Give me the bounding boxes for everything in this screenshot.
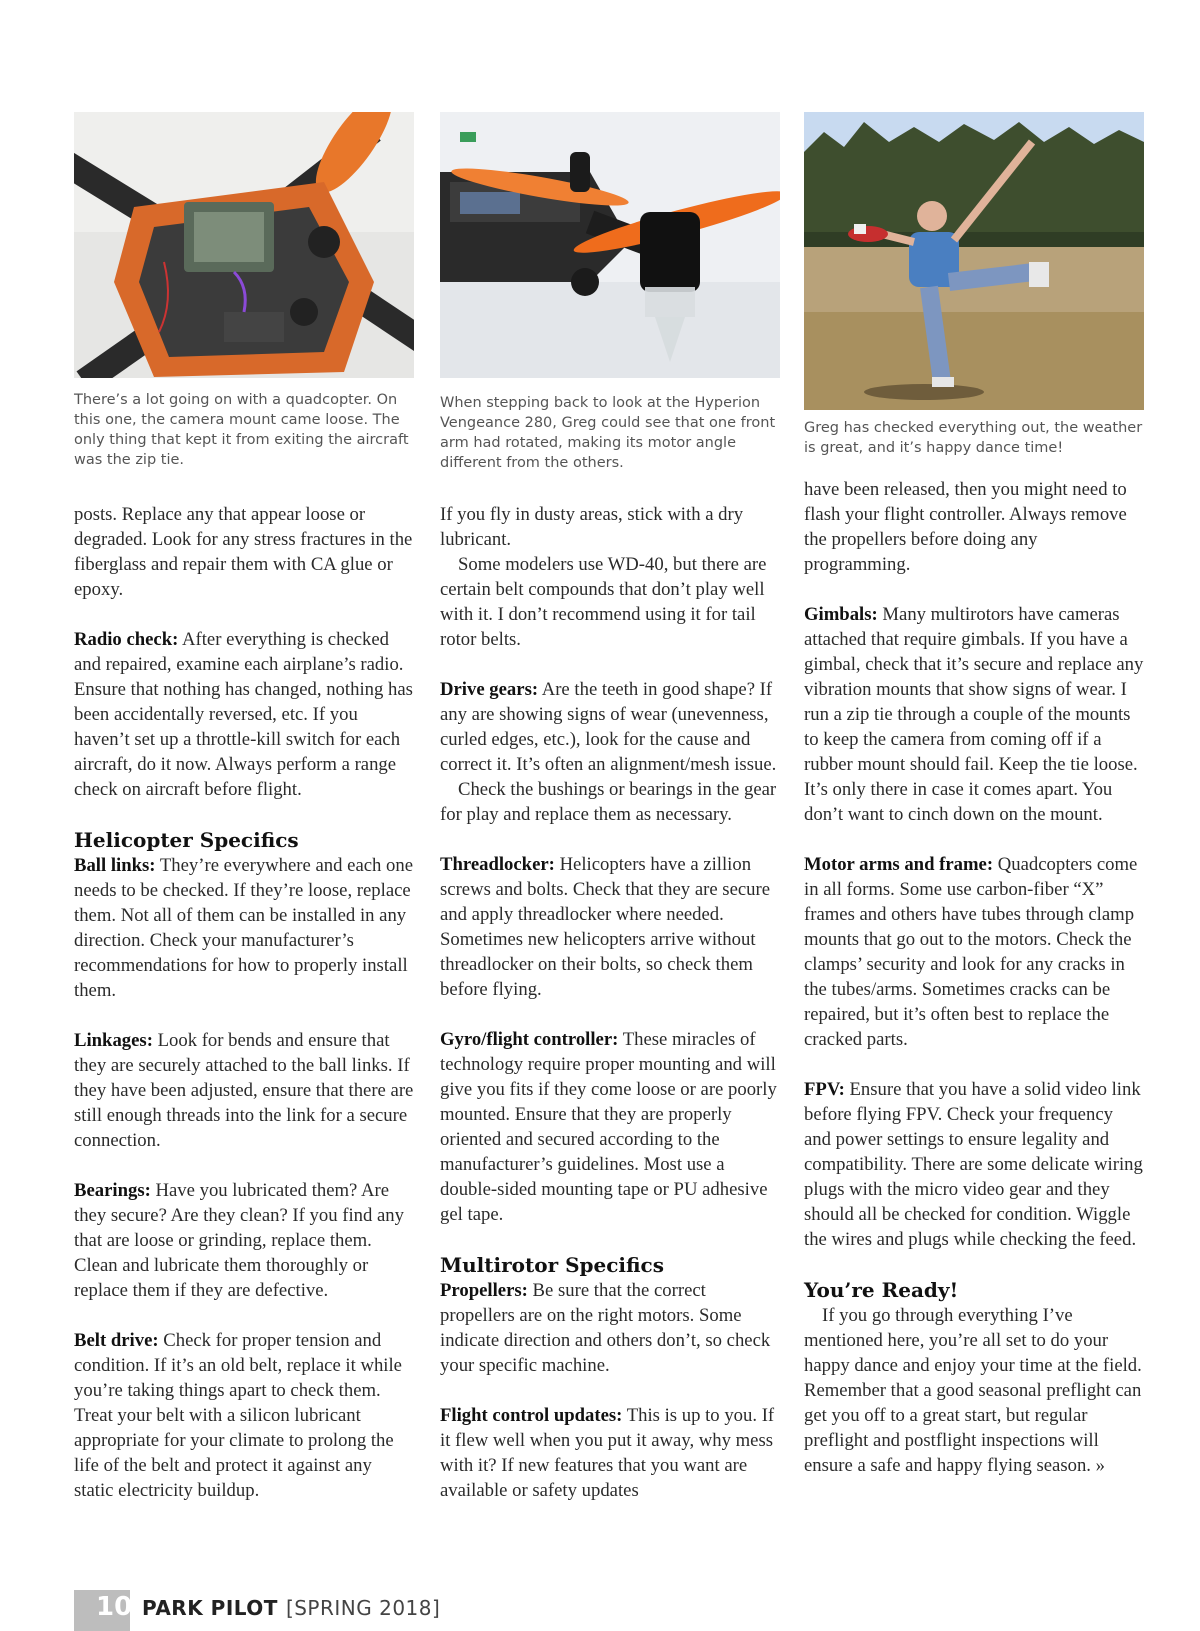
photo-caption-3: Greg has checked everything out, the weather is great, and it’s happy dance time! xyxy=(804,420,1143,456)
flash-controller-paragraph: have been released, then you might need to flash your flight controller. Always remove the propellers before doing any programming. xyxy=(804,479,1127,575)
wd40-paragraph: Some modelers use WD-40, but there are certain belt compounds that don’t play well with it. I don’t recommend using it for tail rotor belts. xyxy=(440,554,767,650)
photo-caption-1: There’s a lot going on with a quadcopter. On this one, the camera mount came loose. The only thing that kept it from exiting the aircraft was the zip tie. xyxy=(74,392,409,468)
gyro-text: These miracles of technology require proper mounting and will give you fits if they come loose or are poorly mounted. Ensure that they are properly oriented and secured according to the manufacturer’s guidelines. Most use a double-sided mounting tape or PU adhesive gel tape. xyxy=(440,1029,777,1225)
ball-links-text: They’re everywhere and each one needs to be checked. If they’re loose, replace them. Not all of them can be installed in any direction. Check your manufacturer’s recommendations for how to properly install them. xyxy=(74,855,414,1001)
photo-caption-2: When stepping back to look at the Hyperion Vengeance 280, Greg could see that one front arm had rotated, making its motor angle different from the others. xyxy=(440,395,776,471)
linkages-lead: Linkages: xyxy=(74,1030,153,1051)
fpv-text: Ensure that you have a solid video link before flying FPV. Check your frequency and power settings to ensure legality and compatibility. There are some delicate wiring plugs with the micro video gear and they should all be checked for condition. Wiggle the wires and plugs while checking the feed. xyxy=(804,1079,1143,1250)
drive-gears-lead: Drive gears: xyxy=(440,679,539,700)
col1-intro-paragraph: posts. Replace any that appear loose or degraded. Look for any stress fractures in the fiberglass and repair them with CA glue or epoxy. xyxy=(74,504,413,600)
belt-drive-lead: Belt drive: xyxy=(74,1330,159,1351)
youre-ready-paragraph: If you go through everything I’ve mentioned here, you’re all set to do your happy dance and enjoy your time at the field. Remember that a good seasonal preflight can get you off to a great start, but regular preflight and postflight inspections will ensure a safe and happy flying season. » xyxy=(804,1305,1142,1476)
flight-control-paragraph xyxy=(440,1403,780,1503)
dry-lubricant-paragraph: If you fly in dusty areas, stick with a dry lubricant. xyxy=(440,504,744,550)
article-column-1 xyxy=(74,502,414,1503)
youre-ready-heading: You’re Ready! xyxy=(804,1278,959,1302)
gyro-lead: Gyro/flight controller: xyxy=(440,1029,619,1050)
bearings-lead: Bearings: xyxy=(74,1180,151,1201)
bushings-paragraph: Check the bushings or bearings in the gear for play and replace them as necessary. xyxy=(440,779,777,825)
article-column-2 xyxy=(440,502,780,1503)
bearings-paragraph xyxy=(74,1178,414,1303)
magazine-name: PARK PILOT xyxy=(142,1596,278,1620)
motor-arms-lead: Motor arms and frame: xyxy=(804,854,994,875)
threadlocker-lead: Threadlocker: xyxy=(440,854,555,875)
flight-control-lead: Flight control updates: xyxy=(440,1405,623,1426)
belt-drive-text: Check for proper tension and condition. If it’s an old belt, replace it while you’re taking things apart to check them. Treat your belt with a silicon lubricant appropriate for your climate to prolong the life of the belt and protect it against any static electricity buildup. xyxy=(74,1330,402,1501)
threadlocker-paragraph xyxy=(440,852,780,1002)
propellers-text: Be sure that the correct propellers are on the right motors. Some indicate direction and others don’t, so check your specific machine. xyxy=(440,1280,771,1376)
radio-check-lead: Radio check: xyxy=(74,629,179,650)
motor-arms-paragraph xyxy=(804,852,1144,1052)
gyro-paragraph xyxy=(440,1027,780,1227)
motor-arms-text: Quadcopters come in all forms. Some use carbon-fiber “X” frames and others have tubes through clamp mounts that go out to the motors. Check the clamps’ security and look for any cracks in the tubes/arms. Sometimes cracks can be repaired, but it’s often best to replace the cracked parts. xyxy=(804,854,1138,1050)
multirotor-specifics-heading: Multirotor Specifics xyxy=(440,1253,664,1277)
linkages-paragraph xyxy=(74,1028,414,1153)
drive-gears-paragraph xyxy=(440,677,780,777)
page-number: 10 xyxy=(96,1592,133,1622)
magazine-folio xyxy=(142,1595,440,1621)
belt-drive-paragraph xyxy=(74,1328,414,1503)
gimbals-paragraph xyxy=(804,602,1144,827)
threadlocker-text: Helicopters have a zillion screws and bolts. Check that they are secure and apply threadlocker where needed. Sometimes new helicopters arrive without threadlocker on their bolts, so check them before flying. xyxy=(440,854,771,1000)
gimbals-text: Many multirotors have cameras attached that require gimbals. If you have a gimbal, check that it’s secure and replace any vibration mounts that show signs of wear. I run a zip tie through a couple of the mounts to keep the camera from coming off if a rubber mount should fail. Keep the tie loose. It’s only there in case it comes apart. You don’t want to cinch down on the mount. xyxy=(804,604,1144,825)
propellers-paragraph xyxy=(440,1278,780,1378)
drive-gears-text: Are the teeth in good shape? If any are showing signs of wear (unevenness, curled edges, etc.), look for the cause and correct it. It’s often an alignment/mesh issue. xyxy=(440,679,777,775)
ball-links-paragraph xyxy=(74,853,414,1003)
fpv-lead: FPV: xyxy=(804,1079,845,1100)
quadcopter-photo xyxy=(74,112,414,378)
ball-links-lead: Ball links: xyxy=(74,855,156,876)
linkages-text: Look for bends and ensure that they are securely attached to the ball links. If they have been adjusted, ensure that there are still enough threads into the link for a secure connection. xyxy=(74,1030,414,1151)
issue-date: [SPRING 2018] xyxy=(285,1596,441,1620)
gimbals-lead: Gimbals: xyxy=(804,604,878,625)
radio-check-paragraph xyxy=(74,627,414,802)
happy-dance-photo xyxy=(804,112,1144,410)
radio-check-text: After everything is checked and repaired, examine each airplane’s radio. Ensure that nothing has changed, nothing has been accidentally reversed, etc. If you haven’t set up a throttle-kill switch for each aircraft, do it now. Always perform a range check on aircraft before flight. xyxy=(74,629,413,800)
bearings-text: Have you lubricated them? Are they secure? Are they clean? If you find any that are loose or grinding, replace them. Clean and lubricate them thoroughly or replace them if they are defective. xyxy=(74,1180,404,1301)
flight-control-text: This is up to you. If it flew well when you put it away, why mess with it? If new features that you want are available or safety updates xyxy=(440,1405,775,1501)
propellers-lead: Propellers: xyxy=(440,1280,528,1301)
hyperion-vengeance-photo xyxy=(440,112,780,378)
article-column-3 xyxy=(804,477,1144,1478)
fpv-paragraph xyxy=(804,1077,1144,1252)
helicopter-specifics-heading: Helicopter Specifics xyxy=(74,828,299,852)
